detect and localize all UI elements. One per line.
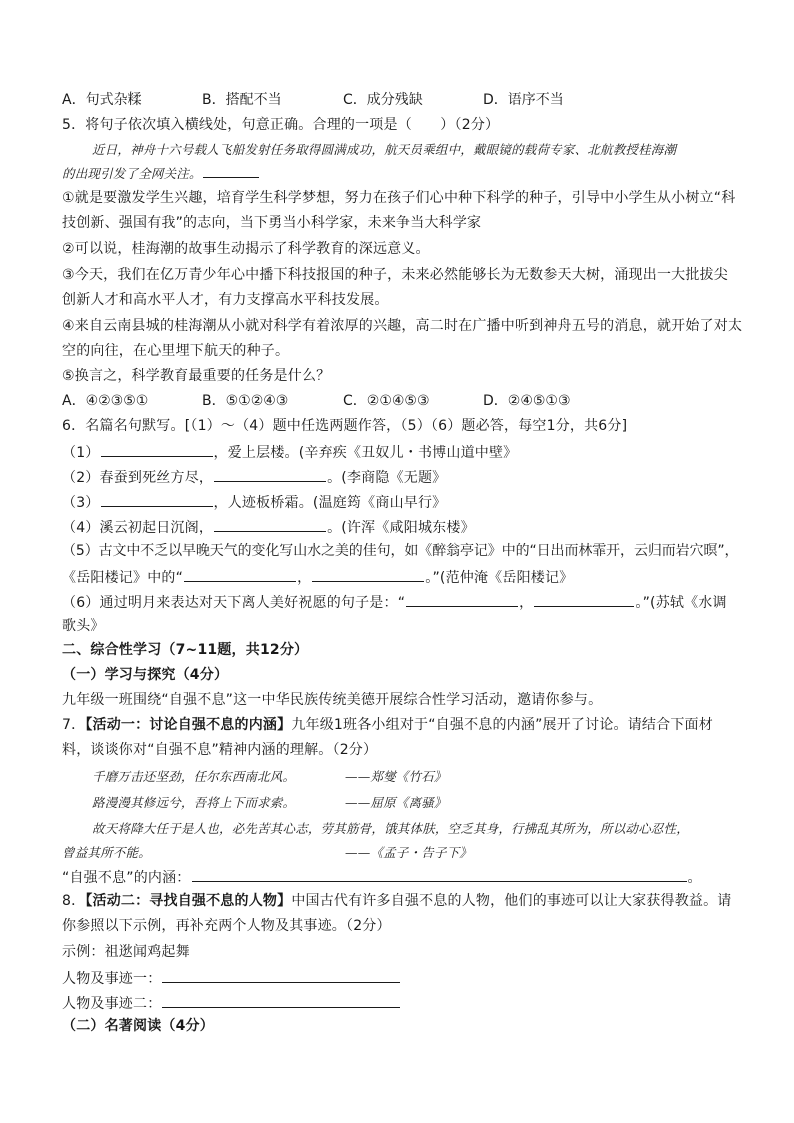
q4-option-d: D．语序不当: [483, 92, 564, 108]
q7-answer-line: [62, 866, 702, 888]
q6-item-1: [62, 441, 517, 463]
q6-item-4-blank[interactable]: [214, 516, 326, 532]
q5-option-b: B．⑤①②④③: [202, 393, 289, 409]
q6-stem: 6．名篇名句默写。[（1）～（4）题中任选两题作答，（5）（6）题必答，每空1分，共6分]: [62, 418, 628, 434]
section-2-sub-2: （二）名著阅读（4分）: [62, 1018, 214, 1034]
q6-item-1-text: ，爱上层楼。(辛弃疾《丑奴儿・书博山道中壁》: [213, 445, 518, 461]
q6-item-6a: [62, 591, 727, 613]
q6-item-6-comma: ，: [519, 595, 534, 611]
q5-stem: 5．将句子依次填入横线处，句意正确。合理的一项是（ ）（2分）: [62, 117, 500, 133]
q5-answer-blank[interactable]: [203, 162, 259, 178]
q6-item-2-source: 。(李商隐《无题》: [327, 470, 447, 486]
q6-item-6-blank-2[interactable]: [534, 591, 634, 607]
q6-item-5-blank-1[interactable]: [184, 566, 296, 582]
section-2-intro: 九年级一班围绕“自强不息”这一中华民族传统美德开展综合性学习活动，邀请你参与。: [62, 692, 603, 708]
q6-item-1-blank[interactable]: [101, 441, 213, 457]
q7-activity-tag: 【活动一：讨论自强不息的内涵】: [85, 717, 292, 733]
q8-number: 8．: [62, 893, 86, 909]
q6-item-5b: [62, 566, 573, 588]
q7-source-1: ——郑燮《竹石》: [345, 769, 447, 784]
q8-item-2-label: 人物及事迹二：: [62, 996, 162, 1012]
q6-item-4-text: （4）溪云初起日沉阁，: [62, 520, 214, 536]
q5-passage-line1: 近日，神舟十六号载人飞船发射任务取得圆满成功，航天员乘组中，戴眼镜的载荷专家、北航教授桂海潮: [92, 142, 677, 157]
q8-activity-tag: 【活动二：寻找自强不息的人物】: [85, 893, 292, 909]
q7-quote-1: 千磨万击还坚劲，任尔东西南北风。: [92, 769, 296, 784]
q5-passage-text: 的出现引发了全网关注。: [62, 166, 202, 181]
q7-source-3: ——《孟子・告子下》: [345, 845, 473, 860]
q6-item-3-text: ，人迹板桥霜。(温庭筠《商山早行》: [213, 495, 447, 511]
q5-option-d: D．②④⑤①③: [483, 393, 571, 409]
q4-option-b: B．搭配不当: [202, 92, 282, 108]
q6-item-5-source: 。”(范仲淹《岳阳楼记》: [425, 570, 574, 586]
q5-sentence-4b: 空的向往，在心里埋下航天的种子。: [62, 343, 290, 359]
q7-quote-3b: 曾益其所不能。: [62, 845, 151, 860]
q8-line2: 你参照以下示例，再补充两个人物及其事迹。（2分）: [62, 918, 391, 934]
q6-item-3-number: （3）: [62, 495, 100, 511]
q6-item-2: [62, 466, 446, 488]
q6-item-4: [62, 516, 475, 538]
q6-item-3-blank[interactable]: [101, 491, 213, 507]
q4-option-a: A．句式杂糅: [62, 92, 142, 108]
q5-option-c: C．②①④⑤③: [343, 393, 430, 409]
q8-text: 中国古代有许多自强不息的人物，他们的事迹可以让大家获得教益。请: [291, 893, 732, 909]
q5-sentence-4a: ④来自云南县城的桂海潮从小就对科学有着浓厚的兴趣，高二时在广播中听到神舟五号的消息，就开始了对太: [62, 318, 743, 334]
q7-answer-label: “自强不息”的内涵：: [62, 870, 191, 886]
q5-sentence-5: ⑤换言之，科学教育最重要的任务是什么？: [62, 368, 331, 384]
q8-item-1: [62, 967, 401, 989]
q6-item-5-text: 《岳阳楼记》中的“: [62, 570, 184, 586]
section-2-sub-1: （一）学习与探究（4分）: [62, 667, 229, 683]
q6-item-6-blank-1[interactable]: [406, 591, 518, 607]
q6-item-5-comma: ，: [297, 570, 312, 586]
q8-line1: [62, 891, 732, 911]
q8-item-1-label: 人物及事迹一：: [62, 971, 162, 987]
q8-example: 示例：祖逖闻鸡起舞: [62, 944, 190, 960]
q7-quote-2: 路漫漫其修远兮，吾将上下而求索。: [92, 795, 296, 810]
q7-source-2: ——屈原《离骚》: [345, 795, 447, 810]
q5-sentence-1a: ①就是要激发学生兴趣，培育学生科学梦想，努力在孩子们心中种下科学的种子，引导中小学生从小树立“科: [62, 190, 736, 206]
q8-item-2: [62, 992, 401, 1014]
q6-item-3: [62, 491, 446, 513]
q5-sentence-3b: 创新人才和高水平人才，有力支撑高水平科技发展。: [62, 292, 389, 308]
q6-item-4-source: 。(许浑《咸阳城东楼》: [327, 520, 475, 536]
q7-line2: 料，谈谈你对“自强不息”精神内涵的理解。（2分）: [62, 742, 378, 758]
q7-answer-end: 。: [687, 870, 702, 886]
q6-item-2-text: （2）春蚕到死丝方尽，: [62, 470, 214, 486]
q6-item-5a: （5）古文中不乏以早晚天气的变化写山水之美的佳句，如《醉翁亭记》中的“日出而林霏开，云归而岩穴暝”，: [62, 543, 739, 559]
q5-passage-line2: [62, 162, 260, 184]
q5-sentence-1b: 技创新、强国有我”的志向，当下勇当小科学家，未来争当大科学家: [62, 215, 482, 231]
q6-item-2-blank[interactable]: [214, 466, 326, 482]
q5-option-a: A．④②③⑤①: [62, 393, 149, 409]
q6-item-1-number: （1）: [62, 445, 100, 461]
q6-item-6b: 歌头》: [62, 618, 105, 634]
q7-answer-blank[interactable]: [192, 866, 687, 882]
q8-item-2-blank[interactable]: [162, 992, 400, 1008]
q8-item-1-blank[interactable]: [162, 967, 400, 983]
q5-sentence-3a: ③今天，我们在亿万青少年心中播下科技报国的种子，未来必然能够长为无数参天大树，涌现出一大批拔尖: [62, 267, 728, 283]
q7-quote-3a: 故天将降大任于是人也，必先苦其心志，劳其筋骨，饿其体肤，空乏其身，行拂乱其所为，所以动心忍性，: [92, 821, 689, 836]
q5-sentence-2: ②可以说，桂海潮的故事生动揭示了科学教育的深远意义。: [62, 241, 430, 257]
q7-line1: [62, 715, 713, 735]
q6-item-6-text: （6）通过明月来表达对天下离人美好祝愿的句子是：“: [62, 595, 406, 611]
q6-item-5-blank-2[interactable]: [312, 566, 424, 582]
q7-text: 九年级1班各小组对于“自强不息的内涵”展开了讨论。请结合下面材: [291, 717, 713, 733]
q4-option-c: C．成分残缺: [343, 92, 423, 108]
section-2-title: 二、综合性学习（7~11题，共12分）: [62, 642, 309, 658]
q7-number: 7．: [62, 717, 86, 733]
q6-item-6-source: 。”(苏轼《水调: [635, 595, 727, 611]
